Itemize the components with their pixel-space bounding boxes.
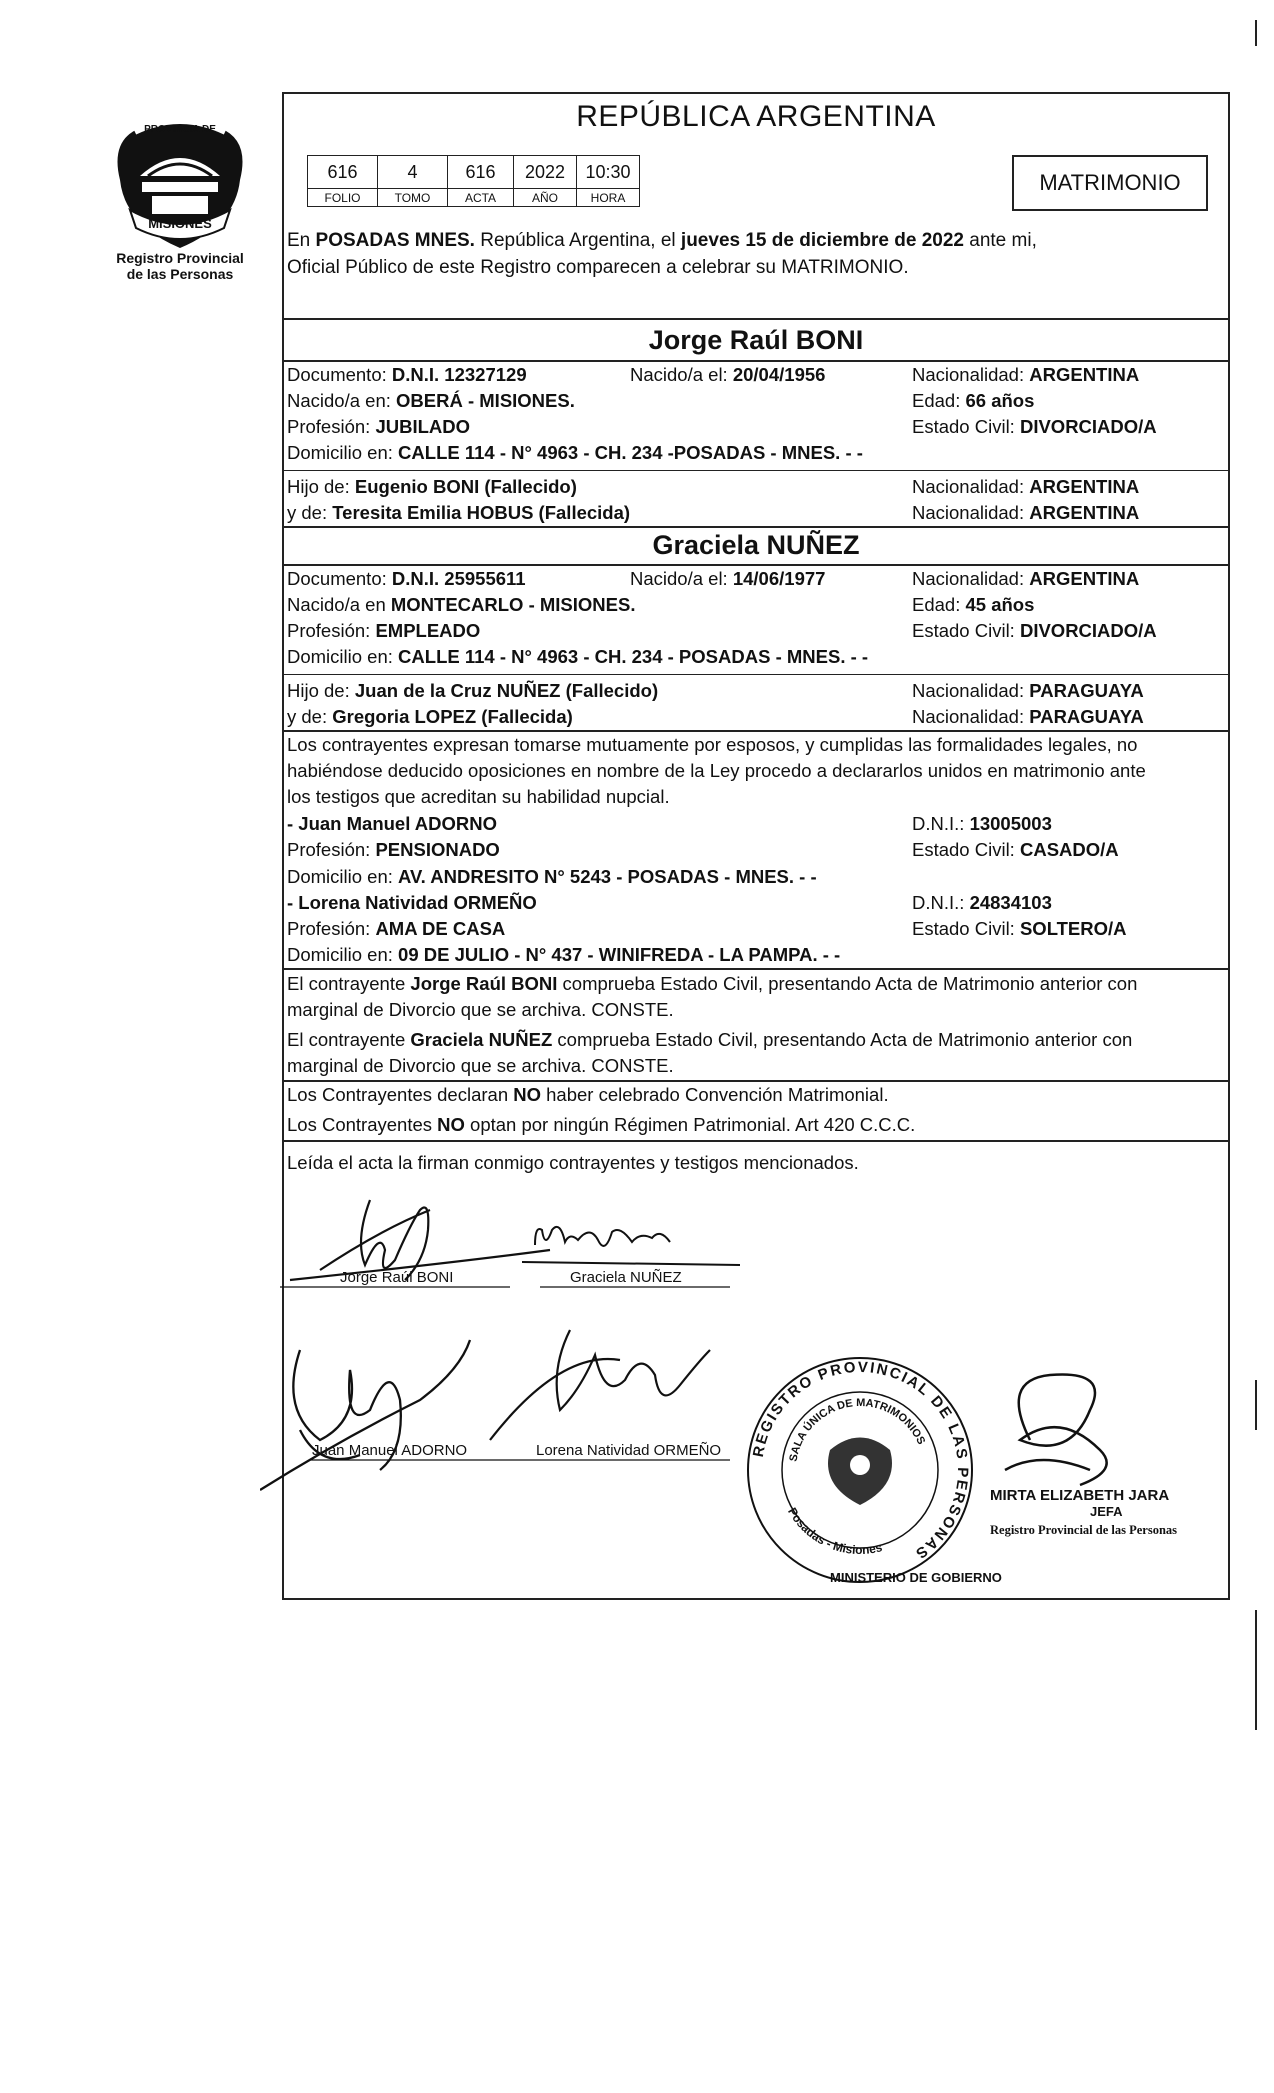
anio-value: 2022 — [514, 156, 577, 189]
declaration-line1: Los contrayentes expresan tomarse mutuamente por esposos, y cumplidas las formalidades legales, no — [287, 734, 1138, 755]
witness1-name: - Juan Manuel ADORNO — [287, 813, 498, 834]
bride-name: Graciela NUÑEZ — [652, 530, 860, 560]
divider — [282, 470, 1230, 471]
witness2-name: - Lorena Natividad ORMEÑO — [287, 892, 537, 913]
hora-value: 10:30 — [577, 156, 640, 189]
groom-civil-status: Estado Civil: DIVORCIADO/A — [912, 416, 1157, 437]
page-edge-mark — [1255, 20, 1257, 46]
anio-label: AÑO — [514, 189, 577, 207]
registry-caption-line2: de las Personas — [126, 266, 234, 282]
note1-line2: marginal de Divorcio que se archiva. CONSTE. — [287, 999, 674, 1020]
regime-line2: Los Contrayentes NO optan por ningún Régimen Patrimonial. Art 420 C.C.C. — [287, 1114, 916, 1135]
bride-civil-status: Estado Civil: DIVORCIADO/A — [912, 620, 1157, 641]
registry-caption — [95, 250, 265, 282]
acta-value: 616 — [448, 156, 514, 189]
official-signature — [1005, 1374, 1107, 1485]
bride-age: Edad: 45 años — [912, 594, 1035, 615]
groom-signature — [290, 1200, 550, 1280]
witness1-dni: D.N.I.: 13005003 — [912, 813, 1052, 834]
groom-name: Jorge Raúl BONI — [648, 325, 864, 355]
official-office: Registro Provincial de las Personas — [990, 1523, 1178, 1537]
groom-mother-nationality: Nacionalidad: ARGENTINA — [912, 502, 1140, 523]
groom-address: Domicilio en: CALLE 114 - N° 4963 - CH. 234 -POSADAS - MNES. - - — [287, 442, 863, 463]
groom-nationality: Nacionalidad: ARGENTINA — [912, 364, 1140, 385]
page-title: REPÚBLICA ARGENTINA — [576, 100, 936, 133]
reference-table — [307, 155, 640, 207]
official-seal — [748, 1358, 972, 1582]
registry-caption-line1: Registro Provincial — [116, 250, 244, 266]
bride-father: Hijo de: Juan de la Cruz NUÑEZ (Fallecido) — [287, 680, 659, 701]
note2-line1: El contrayente Graciela NUÑEZ comprueba Estado Civil, presentando Acta de Matrimonio anterior con — [287, 1029, 1133, 1050]
svg-text:REGISTRO PROVINCIAL DE LAS PER: REGISTRO PROVINCIAL DE LAS PERSONAS — [749, 1358, 972, 1563]
intro-line2: Oficial Público de este Registro comparecen a celebrar su MATRIMONIO. — [287, 257, 909, 278]
note2-line2: marginal de Divorcio que se archiva. CONSTE. — [287, 1055, 674, 1076]
declaration-line2: habiéndose deducido oposiciones en nombre de la Ley procedo a declararlos unidos en matrimonio ante — [287, 760, 1146, 781]
groom-signature-label: Jorge Raúl BONI — [340, 1269, 454, 1286]
act-type-box: MATRIMONIO — [1012, 155, 1208, 211]
closing-statement: Leída el acta la firman conmigo contrayentes y testigos mencionados. — [287, 1152, 859, 1173]
seal-emblem-icon — [828, 1438, 892, 1506]
groom-birthplace: Nacido/a en: OBERÁ - MISIONES. — [287, 390, 575, 411]
note1-line1: El contrayente Jorge Raúl BONI comprueba Estado Civil, presentando Acta de Matrimonio anterior con — [287, 973, 1138, 994]
bride-profession: Profesión: EMPLEADO — [287, 620, 481, 641]
divider — [282, 318, 1230, 320]
divider — [282, 526, 1230, 528]
bride-mother-nationality: Nacionalidad: PARAGUAYA — [912, 706, 1144, 727]
signatures-area — [260, 1170, 1220, 1590]
tomo-label: TOMO — [378, 189, 448, 207]
bride-birthplace: Nacido/a en MONTECARLO - MISIONES. — [287, 594, 636, 615]
regime-line1: Los Contrayentes declaran NO haber celebrado Convención Matrimonial. — [287, 1084, 889, 1105]
official-name: MIRTA ELIZABETH JARA — [990, 1487, 1170, 1504]
bride-father-nationality: Nacionalidad: PARAGUAYA — [912, 680, 1144, 701]
bride-document: Documento: D.N.I. 25955611 — [287, 568, 526, 589]
witness2-civil-status: Estado Civil: SOLTERO/A — [912, 918, 1127, 939]
witness1-civil-status: Estado Civil: CASADO/A — [912, 839, 1119, 860]
witness1-address: Domicilio en: AV. ANDRESITO N° 5243 - POSADAS - MNES. - - — [287, 866, 817, 887]
official-title: JEFA — [1090, 1504, 1123, 1519]
seal-bottom-text: MINISTERIO DE GOBIERNO — [830, 1570, 1002, 1585]
svg-text:MISIONES: MISIONES — [148, 216, 212, 231]
hora-label: HORA — [577, 189, 640, 207]
witness1-profession: Profesión: PENSIONADO — [287, 839, 500, 860]
page-edge-mark — [1255, 1380, 1257, 1430]
declaration-line3: los testigos que acreditan su habilidad nupcial. — [287, 786, 670, 807]
svg-text:PROVINCIA DE: PROVINCIA DE — [144, 124, 216, 135]
tomo-value: 4 — [378, 156, 448, 189]
groom-age: Edad: 66 años — [912, 390, 1035, 411]
svg-text:Posadas - Misiones: Posadas - Misiones — [785, 1505, 884, 1558]
province-coat-of-arms-icon — [100, 110, 260, 255]
groom-father-nationality: Nacionalidad: ARGENTINA — [912, 476, 1140, 497]
folio-value: 616 — [308, 156, 378, 189]
bride-signature — [522, 1227, 740, 1265]
groom-profession: Profesión: JUBILADO — [287, 416, 470, 437]
acta-label: ACTA — [448, 189, 514, 207]
groom-mother: y de: Teresita Emilia HOBUS (Fallecida) — [287, 502, 631, 523]
witness2-address: Domicilio en: 09 DE JULIO - N° 437 - WINIFREDA - LA PAMPA. - - — [287, 944, 841, 965]
groom-birthdate: Nacido/a el: 20/04/1956 — [630, 364, 826, 385]
witness1-signature — [260, 1340, 470, 1490]
divider — [282, 674, 1230, 675]
groom-father: Hijo de: Eugenio BONI (Fallecido) — [287, 476, 577, 497]
witness2-profession: Profesión: AMA DE CASA — [287, 918, 506, 939]
page-edge-mark — [1255, 1610, 1257, 1730]
witness2-signature-label: Lorena Natividad ORMEÑO — [536, 1442, 722, 1459]
divider — [282, 1140, 1230, 1142]
witness1-signature-label: Juan Manuel ADORNO — [312, 1442, 468, 1459]
intro-line1: En POSADAS MNES. República Argentina, el jueves 15 de diciembre de 2022 ante mi, — [287, 230, 1037, 251]
bride-birthdate: Nacido/a el: 14/06/1977 — [630, 568, 826, 589]
witness2-signature — [490, 1330, 710, 1440]
groom-document: Documento: D.N.I. 12327129 — [287, 364, 527, 385]
svg-text:SALA ÚNICA DE MATRIMONIOS: SALA ÚNICA DE MATRIMONIOS — [787, 1396, 928, 1463]
bride-mother: y de: Gregoria LOPEZ (Fallecida) — [287, 706, 573, 727]
witness2-dni: D.N.I.: 24834103 — [912, 892, 1052, 913]
divider — [282, 968, 1230, 970]
bride-signature-label: Graciela NUÑEZ — [570, 1269, 682, 1286]
bride-address: Domicilio en: CALLE 114 - N° 4963 - CH. 234 - POSADAS - MNES. - - — [287, 646, 869, 667]
bride-nationality: Nacionalidad: ARGENTINA — [912, 568, 1140, 589]
folio-label: FOLIO — [308, 189, 378, 207]
